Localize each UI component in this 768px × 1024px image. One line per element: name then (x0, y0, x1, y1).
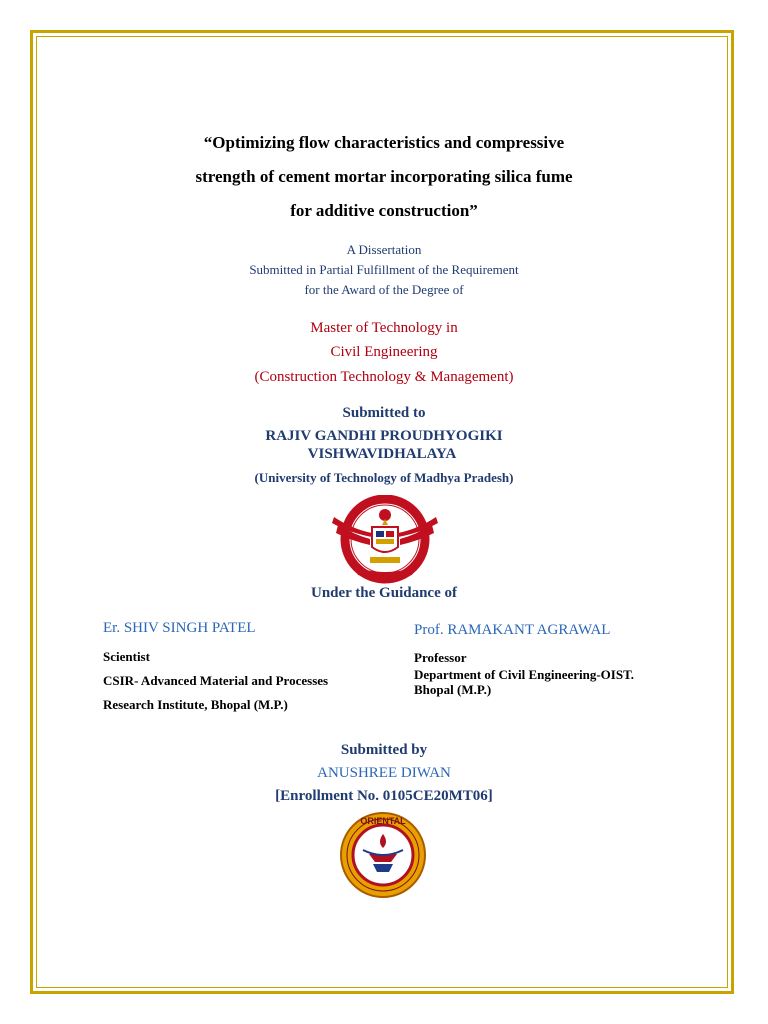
guide-2-org-line-2: Bhopal (M.P.) (414, 682, 492, 697)
university-subtitle: (University of Technology of Madhya Pradesh) (254, 470, 514, 485)
title-line-1: “Optimizing flow characteristics and compressive (203, 133, 565, 152)
degree-line-1: Master of Technology in (310, 320, 458, 336)
guidance-label: Under the Guidance of (311, 585, 457, 601)
guide-2-role: Professor (414, 650, 467, 665)
university-line-2: VISHWAVIDHALAYA (307, 446, 457, 462)
degree-line-2: Civil Engineering (330, 344, 438, 360)
guide-1-role: Scientist (103, 649, 150, 664)
dissertation-line-2: Submitted in Partial Fulfillment of the Requirement (249, 262, 519, 277)
guide-1-org-line-1: CSIR- Advanced Material and Processes (103, 673, 329, 688)
oriental-logo (333, 810, 433, 900)
title-line-3: for additive construction” (290, 201, 478, 220)
degree-line-3: (Construction Technology & Management) (254, 369, 514, 385)
oriental-logo-text: ORIENTAL (360, 816, 406, 826)
submitted-by-label: Submitted by (340, 742, 428, 758)
submitted-to-label: Submitted to (342, 405, 426, 421)
title-line-2: strength of cement mortar incorporating silica fume (195, 167, 573, 186)
enrollment-number: [Enrollment No. 0105CE20MT06] (275, 788, 493, 804)
university-line-1: RAJIV GANDHI PROUDHYOGIKI (265, 428, 503, 444)
rgpv-logo (330, 495, 440, 585)
dissertation-line-1: A Dissertation (346, 242, 422, 257)
guide-1-org-line-2: Research Institute, Bhopal (M.P.) (103, 697, 288, 712)
student-name: ANUSHREE DIWAN (317, 765, 451, 781)
dissertation-line-3: for the Award of the Degree of (304, 282, 464, 297)
guide-1-name: Er. SHIV SINGH PATEL (103, 620, 256, 636)
guide-2-name: Prof. RAMAKANT AGRAWAL (414, 622, 611, 638)
guide-2-org-line-1: Department of Civil Engineering-OIST. (414, 667, 635, 682)
